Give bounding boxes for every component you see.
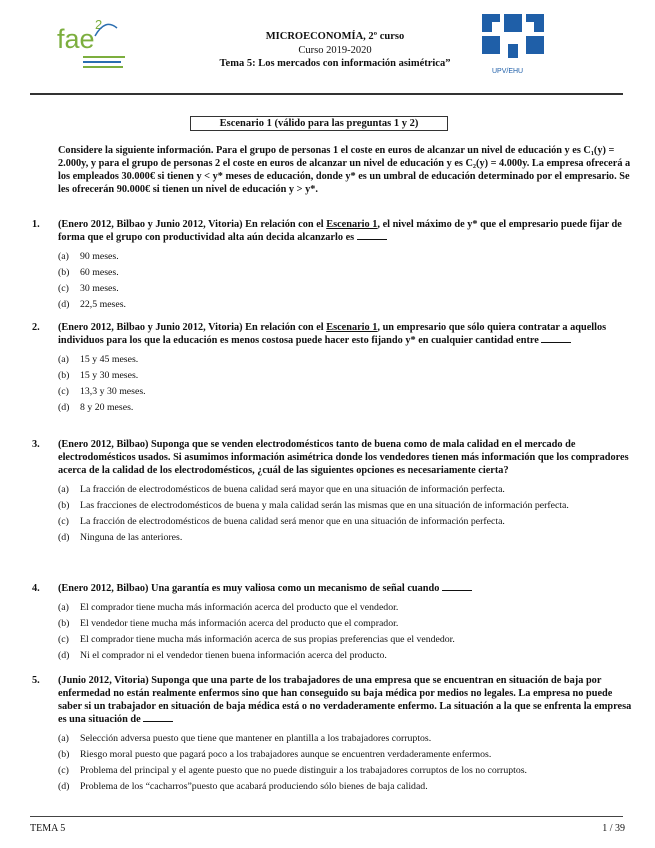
question-text: (Enero 2012, Bilbao) Suponga que se venden electrodomésticos tanto de buena como de mala calidad en el mercado de electrodomésticos usados. Si asumimos información asimétrica donde los vendedores tienen más información que los compradores acerca de la calidad de los electrodomésticos, ¿cuál de las siguientes opciones es necesariamente cierta? — [58, 439, 629, 476]
option-b: (b) 60 meses. — [58, 267, 119, 278]
question-number: 5. — [32, 675, 40, 686]
question-number: 4. — [32, 583, 40, 594]
option-d: (d) 22,5 meses. — [58, 299, 126, 311]
footer-topic: TEMA 5 — [30, 823, 66, 834]
course-title: MICROECONOMÍA, 2º curso — [265, 31, 405, 42]
scenario-reference: Escenario 1 — [326, 219, 378, 230]
question-text-cont: , el nivel máximo de y* que el empresario puede fijar de forma que el grupo con productividad alta aún decida alcanzarlo es — [58, 219, 622, 243]
option-b: (b) 15 y 30 meses. — [58, 370, 139, 381]
answer-blank — [357, 232, 387, 240]
option-b: (b) El vendedor tiene mucha más información acerca del producto que el comprador. — [58, 618, 399, 630]
scenario-description: Considere la siguiente información. Para el grupo de personas 1 el coste en euros de alcanzar un nivel de educación y es C₁(y) = 2.000y, y para el grupo de personas 2 el coste en euros de alcanzar un nivel de educación y es C₂(y) = 4.000y. La empresa ofrecerá a los empleados 30.000€ si tienen y < y* meses de educación, donde y* es un umbral de educación determinado por el empresario. Se les ofrecerán 90.000€ si tienen un nivel de educación y > y*. — [58, 145, 631, 195]
fae-logo-sup: 2 — [95, 17, 103, 32]
answer-blank — [541, 335, 571, 343]
footer-divider — [30, 816, 623, 817]
answer-blank — [143, 714, 173, 722]
option-d: (d) Problema de los “cacharros”puesto que acabará produciendo sólo bienes de baja calidad. — [58, 781, 428, 793]
option-a: (a) 90 meses. — [58, 250, 119, 262]
option-c: (c) Problema del principal y el agente puesto que no puede distinguir a los trabajadores corruptos de los no corruptos. — [58, 765, 528, 776]
question-text: (Enero 2012, Bilbao y Junio 2012, Vitoria) En relación con el — [58, 219, 327, 230]
question-text-cont: , un empresario que sólo quiera contratar a aquellos individuos para los que la educación es menos costosa puede hacer esto fijando y* en cualquier cantidad entre — [58, 322, 607, 346]
option-d: (d) 8 y 20 meses. — [58, 402, 134, 414]
course-year: Curso 2019-2020 — [298, 44, 372, 56]
question-2 — [30, 322, 636, 419]
option-d: (d) Ninguna de las anteriores. — [58, 532, 183, 544]
question-text: (Enero 2012, Bilbao) Una garantía es muy valiosa como un mecanismo de señal cuando — [58, 583, 442, 594]
option-a: (a) El comprador tiene mucha más información acerca del producto que el vendedor. — [58, 601, 399, 613]
option-c: (c) 30 meses. — [58, 283, 119, 295]
option-b: (b) Las fracciones de electrodomésticos de buena y mala calidad serán las mismas que en una situación de información perfecta. — [58, 499, 569, 511]
option-c: (c) 13,3 y 30 meses. — [58, 386, 146, 398]
page-number: 1 / 39 — [602, 823, 625, 834]
header-divider — [30, 93, 623, 95]
question-text: (Enero 2012, Bilbao y Junio 2012, Vitoria) En relación con el — [58, 322, 327, 333]
option-b: (b) Riesgo moral puesto que pagará poco a los trabajadores aunque se encuentren verdaderamente enfermos. — [58, 748, 492, 760]
topic-title: Tema 5: Los mercados con información asimétrica” — [219, 58, 451, 69]
question-1 — [30, 219, 636, 316]
option-d: (d) Ni el comprador ni el vendedor tienen buena información acerca del producto. — [58, 650, 387, 662]
question-text: (Junio 2012, Vitoria) Suponga que una parte de los trabajadores de una empresa que se encuentran en situación de baja por enfermedad no están realmente enfermos sino que han conseguido su baja médica por medios no legales. La empresa no puede saber si un trabajador en situación de baja médica está o no verdaderamente enfermo. La situación a la que se enfrenta la empresa es una situación de — [58, 675, 632, 725]
option-c: (c) La fracción de electrodomésticos de buena calidad será menor que en una situación de información perfecta. — [58, 516, 505, 528]
fae-logo-text: fae — [57, 24, 95, 54]
question-number: 2. — [32, 322, 40, 333]
question-5 — [30, 675, 636, 797]
question-number: 3. — [32, 439, 40, 450]
option-a: (a) Selección adversa puesto que tiene que mantener en plantilla a los trabajadores corruptos. — [58, 732, 432, 744]
document-header — [175, 30, 495, 71]
fae-logo — [55, 12, 135, 70]
answer-blank — [442, 583, 472, 591]
option-a: (a) 15 y 45 meses. — [58, 353, 139, 365]
question-4 — [30, 583, 636, 667]
option-c: (c) El comprador tiene mucha más información acerca de sus propias preferencias que el vendedor. — [58, 634, 455, 646]
scenario-box: Escenario 1 (válido para las preguntas 1 y 2) — [190, 116, 448, 131]
scenario-reference: Escenario 1 — [326, 322, 378, 333]
upv-ehu-logo — [478, 10, 554, 76]
option-a: (a) La fracción de electrodomésticos de buena calidad será mayor que en una situación de información perfecta. — [58, 483, 505, 495]
upv-logo-text: UPV/EHU — [492, 68, 524, 75]
question-3 — [30, 439, 636, 548]
question-number: 1. — [32, 219, 40, 230]
